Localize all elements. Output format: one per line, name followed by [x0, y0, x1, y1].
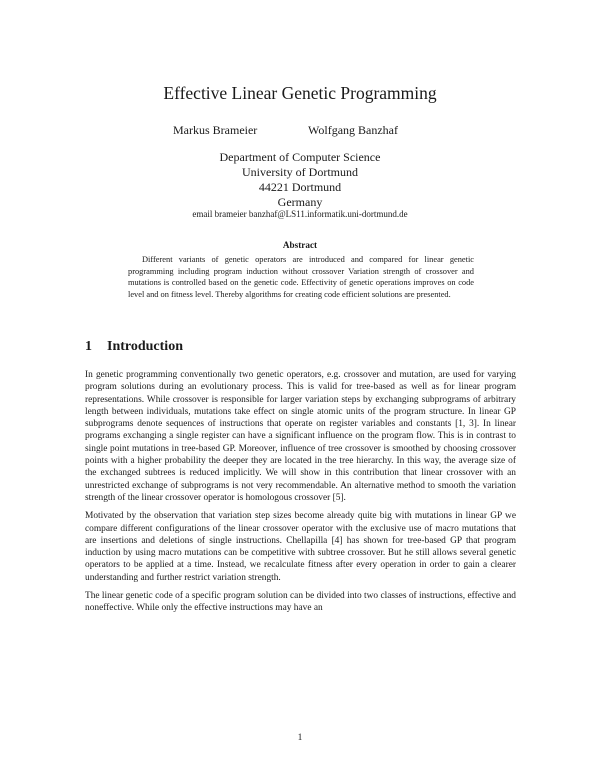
- affiliation-university: University of Dortmund: [242, 165, 358, 179]
- affiliation-department: Department of Computer Science: [219, 150, 381, 164]
- affiliation: [0, 150, 600, 210]
- page-number: 1: [297, 733, 303, 743]
- abstract-text: Different variants of genetic operators are introduced and compared for linear genetic programming including program induction without crossover Variation strength of crossover and mutations is controlled based on the genetic code. Effectivity of genetic operations improves on code level and on fitness level. Thereby algorithms for creating code efficient solutions are presented.: [128, 255, 474, 299]
- paragraph: The linear genetic code of a specific program solution can be divided into two classes of instructions, effective and noneffective. While only the effective instructions may have an: [85, 591, 516, 614]
- abstract-heading: Abstract: [282, 240, 318, 250]
- author-2: Wolfgang Banzhaf: [308, 123, 398, 137]
- paragraph: Motivated by the observation that variation step sizes become already quite big with mutations in linear GP we compare different configurations of the linear crossover operator with the exclusive use of macro mutations that are insertions and deletions of single instructions. Chellapilla [4] has shown for tree-based GP that program induction by using macro mutations can be competitive with subtree crossover. But he still allows several genetic operators to be applied at a time. Instead, we recalculate fitness after every operation in order to gain a clearer understanding and further restrict variation strength.: [85, 511, 516, 583]
- section-heading: [85, 339, 183, 355]
- author-1: Markus Brameier: [173, 123, 258, 137]
- paper-title: Effective Linear Genetic Programming: [163, 83, 437, 103]
- body-text: [85, 369, 516, 621]
- section-number: 1: [85, 339, 92, 354]
- author-email: email brameier banzhaf@LS11.informatik.uni-dortmund.de: [192, 209, 408, 219]
- section-title: Introduction: [107, 339, 183, 354]
- affiliation-country: Germany: [277, 195, 323, 209]
- paragraph: In genetic programming conventionally two genetic operators, e.g. crossover and mutation, are used for varying program solutions during an evolutionary process. This is valid for tree-based as well as for linear program representations. While crossover is responsible for larger variation steps by exchanging subprograms of arbitrary length between individuals, mutations take effect on single atomic units of the program structure. In linear GP subprograms denote sequences of instructions that operate on register variables and constants [1, 3]. In linear programs exchanging a single register can have a significant influence on the program flow. This is in contrast to single point mutations in tree-based GP. Moreover, influence of tree crossover is smoothed by choosing crossover points with a higher probability the deeper they are located in the tree hierarchy. In this way, the average size of the exchanged subtrees is reduced implicitly. We will show in this contribution that linear crossover with an unrestricted exchange of subprograms is not very recommendable. An alternative method to smooth the variation strength of the linear crossover operator is homologous crossover [5].: [85, 370, 516, 503]
- affiliation-city: 44221 Dortmund: [258, 180, 342, 194]
